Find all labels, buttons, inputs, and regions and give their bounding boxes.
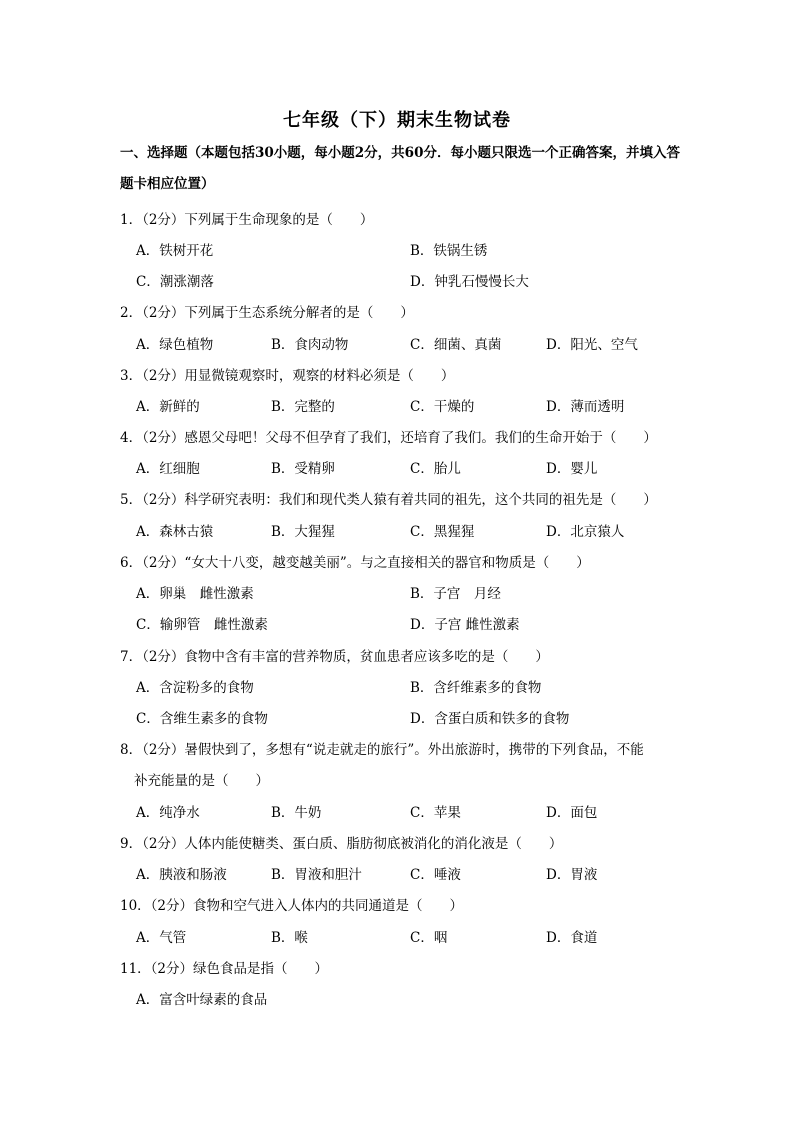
q1-option-c: C．潮涨潮落 [136,274,214,290]
q5-option-b: B．大猩猩 [271,524,335,540]
q4-option-d: D．婴儿 [546,461,598,477]
question-2-stem: 2．（2分）下列属于生态系统分解者的是（ ） [120,305,414,321]
q6-option-b: B．子宫 月经 [410,586,501,602]
q7-option-b: B．含纤维素多的食物 [410,680,542,696]
q3-option-d: D．薄而透明 [546,399,625,415]
question-10-stem: 10．（2分）食物和空气进入人体内的共同通道是（ ） [120,898,464,914]
q5-option-d: D．北京猿人 [546,524,625,540]
q2-option-b: B．食肉动物 [271,337,349,353]
q10-option-b: B．喉 [271,930,308,946]
q4-option-c: C．胎儿 [410,461,461,477]
q1-option-a: A．铁树开花 [136,243,214,259]
q9-option-a: A．胰液和肠液 [136,867,227,883]
q10-option-c: C．咽 [410,930,448,946]
q11-option-a: A．富含叶绿素的食品 [136,992,268,1008]
q6-option-d: D．子宫 雌性激素 [410,617,520,633]
q2-option-d: D．阳光、空气 [546,337,638,353]
question-1-stem: 1．（2分）下列属于生命现象的是（ ） [120,212,374,228]
q8-option-c: C．苹果 [410,805,461,821]
q2-option-c: C．细菌、真菌 [410,337,502,353]
q6-option-c: C．输卵管 雌性激素 [136,617,268,633]
q7-option-a: A．含淀粉多的食物 [136,680,254,696]
question-6-stem: 6．（2分）“女大十八变，越变越美丽”。与之直接相关的器官和物质是（ ） [120,555,590,571]
q9-option-b: B．胃液和胆汁 [271,867,362,883]
question-8-stem-cont: 补充能量的是（ ） [134,773,269,789]
question-3-stem: 3．（2分）用显微镜观察时，观察的材料必须是（ ） [120,368,455,384]
q1-option-b: B．铁锅生锈 [410,243,488,259]
q2-option-a: A．绿色植物 [136,337,214,353]
question-4-stem: 4．（2分）感恩父母吧！父母不但孕育了我们，还培育了我们。我们的生命开始于（ ） [120,430,657,446]
q8-option-a: A．纯净水 [136,805,200,821]
q10-option-a: A．气管 [136,930,187,946]
question-5-stem: 5．（2分）科学研究表明：我们和现代类人猿有着共同的祖先，这个共同的祖先是（ ） [120,492,657,508]
q6-option-a: A．卵巢 雌性激素 [136,586,254,602]
q8-option-b: B．牛奶 [271,805,322,821]
question-9-stem: 9．（2分）人体内能使糖类、蛋白质、脂肪彻底被消化的消化液是（ ） [120,836,563,852]
q3-option-a: A．新鲜的 [136,399,200,415]
question-8-stem: 8．（2分）暑假快到了，多想有“说走就走的旅行”。外出旅游时，携带的下列食品，不能 [120,742,644,758]
q5-option-c: C．黑猩猩 [410,524,475,540]
q4-option-b: B．受精卵 [271,461,335,477]
q10-option-d: D．食道 [546,930,598,946]
q3-option-b: B．完整的 [271,399,335,415]
q7-option-d: D．含蛋白质和铁多的食物 [410,711,570,727]
question-11-stem: 11．（2分）绿色食品是指（ ） [120,961,329,977]
q4-option-a: A．红细胞 [136,461,200,477]
q9-option-c: C．唾液 [410,867,461,883]
q7-option-c: C．含维生素多的食物 [136,711,268,727]
q1-option-d: D．钟乳石慢慢长大 [410,274,529,290]
question-7-stem: 7．（2分）食物中含有丰富的营养物质，贫血患者应该多吃的是（ ） [120,649,549,665]
q3-option-c: C．干燥的 [410,399,475,415]
q9-option-d: D．胃液 [546,867,598,883]
q8-option-d: D．面包 [546,805,598,821]
q5-option-a: A．森林古猿 [136,524,214,540]
section-heading: 一、选择题（本题包括30小题，每小题2分，共60分．每小题只限选一个正确答案，并填入答题卡相应位置） [120,145,680,192]
page-title: 七年级（下）期末生物试卷 [283,110,511,131]
